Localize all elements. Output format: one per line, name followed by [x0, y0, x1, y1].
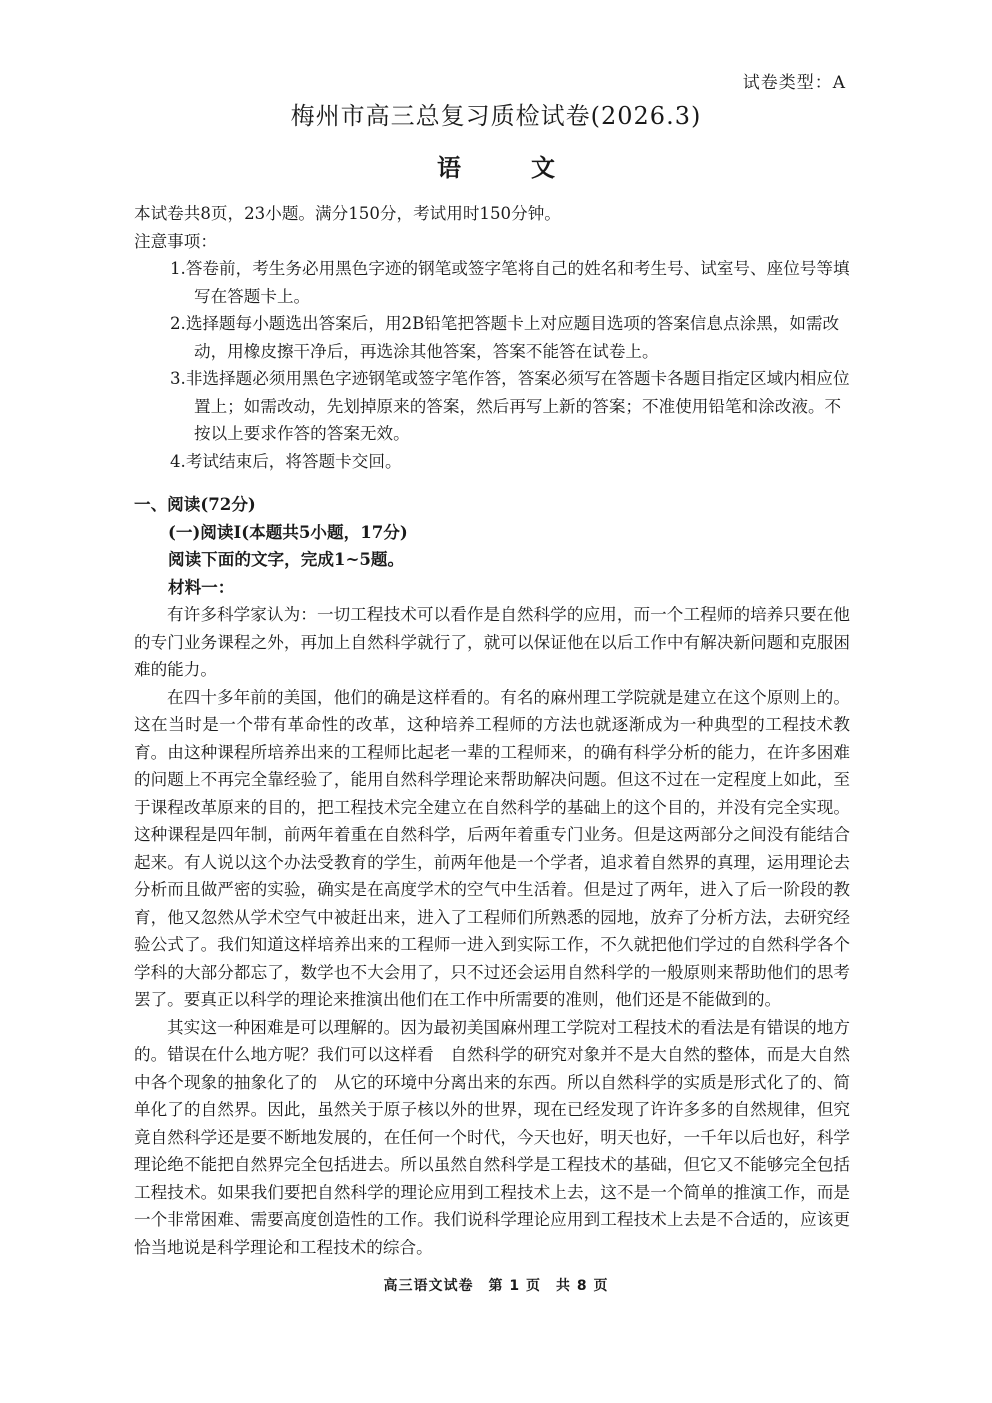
- instructions-intro: 本试卷共8页，23小题。满分150分，考试用时150分钟。: [134, 204, 561, 223]
- exam-title: 梅州市高三总复习质检试卷(2026.3): [290, 102, 702, 130]
- paper-type-label: 试卷类型：A: [742, 73, 846, 93]
- section-title: 一、阅读(72分): [134, 494, 256, 514]
- material-label: 材料一：: [168, 576, 235, 597]
- notice-item: 2.选择题每小题选出答案后，用2B铅笔把答题卡上对应题目选项的答案信息点涂黑，如需改动，用橡皮擦干净后，再选涂其他答案，答案不能答在试卷上。: [170, 314, 840, 361]
- subsection-title: (一)阅读Ⅰ(本题共5小题，17分): [168, 521, 408, 542]
- passage-paragraph: 其实这一种困难是可以理解的。因为最初美国麻州理工学院对工程技术的看法是有错误的地方的。错误在什么地方呢？我们可以这样看 自然科学的研究对象并不是大自然的整体，而是大自然中各个现象的抽象化了的 从它的环境中分离出来的东西。所以自然科学的实质是形式化了的、简单化了的自然界。因此，虽然关于原子核以外的世界，现在已经发现了许许多多的自然规律，但究竟自然科学还是要不断地发展的，在任何一个时代，今天也好，明天也好，一千年以后也好，科学理论绝不能把自然界完全包括进去。所以虽然自然科学是工程技术的基础，但它又不能够完全包括工程技术。如果我们要把自然科学的理论应用到工程技术上去，这不是一个简单的推演工作，而是一个非常困难、需要高度创造性的工作。我们说科学理论应用到工程技术上去是不合适的，应该更恰当地说是科学理论和工程技术的综合。: [134, 1017, 850, 1257]
- notice-item: 3.非选择题必须用黑色字迹钢笔或签字笔作答，答案必须写在答题卡各题目指定区域内相应位置上；如需改动，先划掉原来的答案，然后再写上新的答案；不准使用铅笔和涂改液。不按以上要求作答的答案无效。: [170, 369, 850, 443]
- subject-title: 语文: [437, 153, 625, 182]
- passage-paragraph: 在四十多年前的美国，他们的确是这样看的。有名的麻州理工学院就是建立在这个原则上的。这在当时是一个带有革命性的改革，这种培养工程师的方法也就逐渐成为一种典型的工程技术教育。由这种课程所培养出来的工程师比起老一辈的工程师来，的确有科学分析的能力，在许多困难的问题上不再完全靠经验了，能用自然科学理论来帮助解决问题。但这不过在一定程度上如此，至于课程改革原来的目的，把工程技术完全建立在自然科学的基础上的这个目的，并没有完全实现。这种课程是四年制，前两年着重在自然科学，后两年着重专门业务。但是这两部分之间没有能结合起来。有人说以这个办法受教育的学生，前两年他是一个学者，追求着自然界的真理，运用理论去分析而且做严密的实验，确实是在高度学术的空气中生活着。但是过了两年，进入了后一阶段的教育，他又忽然从学术空气中被赶出来，进入了工程师们所熟悉的园地，放弃了分析方法，去研究经验公式了。我们知道这样培养出来的工程师一进入到实际工作，不久就把他们学过的自然科学各个学科的大部分都忘了，数学也不大会用了，只不过还会运用自然科学的一般原则来帮助他们的思考罢了。要真正以科学的理论来推演出他们在工作中所需要的准则，他们还是不能做到的。: [134, 687, 850, 1009]
- reading-direction: 阅读下面的文字，完成1~5题。: [168, 549, 405, 569]
- notice-item: 4.考试结束后，将答题卡交回。: [170, 451, 402, 471]
- passage-paragraph: 有许多科学家认为：一切工程技术可以看作是自然科学的应用，而一个工程师的培养只要在他的专门业务课程之外，再加上自然科学就行了，就可以保证他在以后工作中有解决新问题和克服困难的能力。: [134, 605, 850, 679]
- notice-item: 1.答卷前，考生务必用黑色字迹的钢笔或签字笔将自己的姓名和考生号、试室号、座位号等填写在答题卡上。: [170, 259, 850, 306]
- page-footer: 高三语文试卷 第 1 页 共 8 页: [383, 1278, 609, 1294]
- notice-label: 注意事项：: [134, 231, 217, 251]
- exam-content: [134, 200, 850, 1261]
